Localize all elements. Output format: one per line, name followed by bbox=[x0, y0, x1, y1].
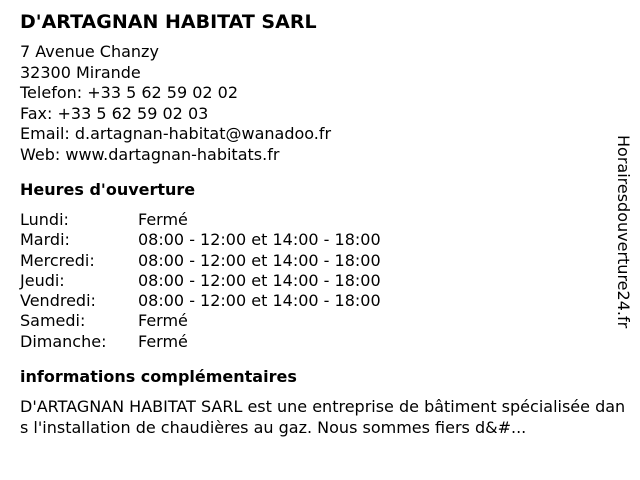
hours-day: Dimanche: bbox=[20, 331, 107, 351]
hours-row-thursday bbox=[20, 271, 620, 291]
opening-hours-table bbox=[20, 210, 620, 352]
contact-block bbox=[20, 42, 620, 165]
address-city: 32300 Mirande bbox=[20, 62, 141, 82]
hours-value: Fermé bbox=[138, 331, 188, 351]
hours-day: Vendredi: bbox=[20, 291, 96, 311]
hours-value: 08:00 - 12:00 et 14:00 - 18:00 bbox=[138, 230, 381, 250]
opening-hours-heading: Heures d'ouverture bbox=[20, 180, 196, 199]
fax-number: Fax: +33 5 62 59 02 03 bbox=[20, 103, 209, 123]
hours-row-wednesday bbox=[20, 251, 620, 271]
hours-value: 08:00 - 12:00 et 14:00 - 18:00 bbox=[138, 291, 381, 311]
site-watermark: Horairesdouverture24.fr bbox=[614, 135, 633, 329]
additional-info-heading: informations complémentaires bbox=[20, 367, 297, 387]
hours-row-tuesday bbox=[20, 230, 620, 250]
hours-value: Fermé bbox=[138, 210, 188, 229]
hours-row-monday bbox=[20, 210, 620, 230]
phone-number: Telefon: +33 5 62 59 02 02 bbox=[20, 83, 239, 102]
address-street: 7 Avenue Chanzy bbox=[20, 42, 159, 61]
business-name: D'ARTAGNAN HABITAT SARL bbox=[20, 11, 317, 33]
website-address: Web: www.dartagnan-habitats.fr bbox=[20, 144, 280, 164]
hours-day: Jeudi: bbox=[20, 270, 65, 290]
hours-value: Fermé bbox=[138, 311, 188, 331]
hours-day: Mardi: bbox=[20, 230, 70, 250]
hours-row-saturday bbox=[20, 311, 620, 331]
business-description: D'ARTAGNAN HABITAT SARL est une entreprise de bâtiment spécialisée dans l'installation de chaudières au gaz. Nous sommes fiers d&#... bbox=[20, 397, 626, 438]
hours-value: 08:00 - 12:00 et 14:00 - 18:00 bbox=[138, 270, 381, 290]
hours-row-friday bbox=[20, 291, 620, 311]
hours-row-sunday bbox=[20, 332, 620, 352]
hours-day: Lundi: bbox=[20, 210, 69, 229]
hours-day: Samedi: bbox=[20, 311, 86, 331]
hours-day: Mercredi: bbox=[20, 250, 95, 270]
email-address: Email: d.artagnan-habitat@wanadoo.fr bbox=[20, 124, 332, 143]
hours-value: 08:00 - 12:00 et 14:00 - 18:00 bbox=[138, 250, 381, 270]
